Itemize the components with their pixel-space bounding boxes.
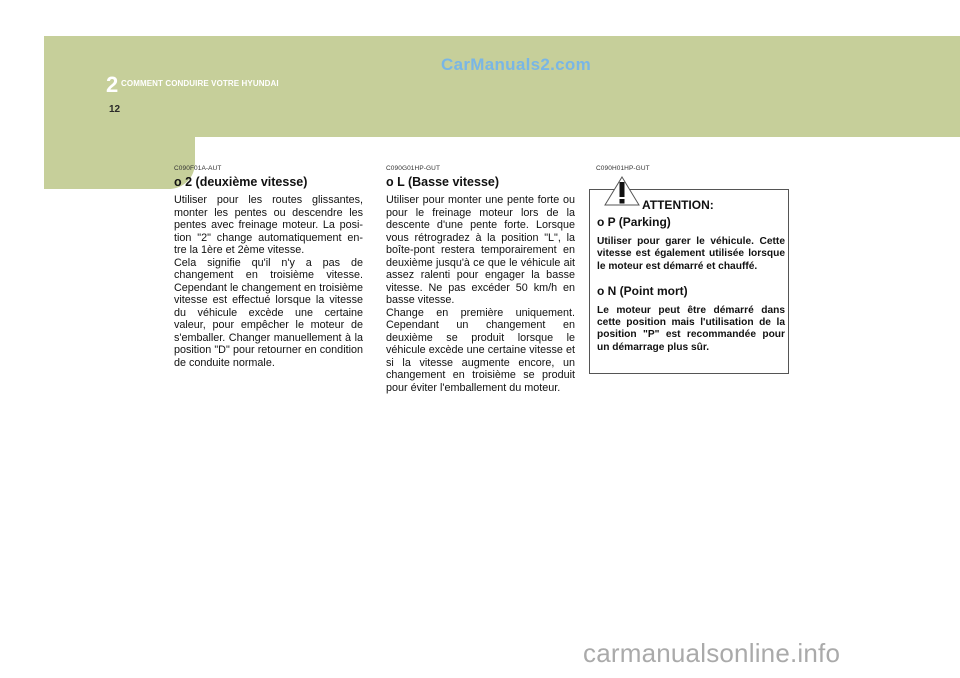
chapter-title: COMMENT CONDUIRE VOTRE HYUNDAI (121, 79, 279, 88)
chapter-number: 2 (106, 72, 119, 97)
paragraph: Utiliser pour monter une pente forte ou pour le freinage moteur lors de la descente d'une pente forte. Lorsque vous rétrogradez à la position "L", la boîte-pont restera temporairement en deuxième jusqu'à ce que le véhicule ait assez ralenti pour engager la basse vitesse. Ne pas excéder 50 km/h en basse vitesse. (386, 194, 575, 307)
section-heading: o L (Basse vitesse) (386, 175, 500, 189)
column-2nd-gear (174, 165, 363, 369)
section-code: C090F01A-AUT (174, 165, 222, 172)
attention-box (589, 189, 789, 374)
paragraph: Utiliser pour les routes glissantes, monter les pentes ou descendre les pentes avec freinage moteur. La posi-tion "2" change automatiquement en-tre la 1ère et 2ème vitesse. (174, 194, 363, 257)
attention-text-parking: Utiliser pour garer le véhicule. Cette vitesse est également utilisée lorsque le moteur est démarré et chauffé. (597, 236, 785, 272)
warning-triangle-icon (604, 176, 640, 206)
attention-heading-parking: o P (Parking) (597, 215, 671, 229)
section-code: C090H01HP-GUT (596, 165, 650, 172)
page-number: 12 (109, 104, 121, 115)
page-tab (44, 137, 171, 189)
attention-content (597, 215, 785, 365)
footer-watermark[interactable]: carmanualsonline.info (583, 638, 841, 668)
attention-text-neutral: Le moteur peut être démarré dans cette position mais l'utilisation de la position "P" est recommandée pour un démarrage plus sûr. (597, 304, 785, 353)
header-watermark[interactable]: CarManuals2.com (441, 55, 591, 74)
attention-title: ATTENTION: (642, 198, 714, 212)
paragraph: Change en première uniquement. Cependant un changement en deuxième se produit lorsque le véhicule excède une certaine vitesse et si la vitesse augmente encore, un changement en troisième se produit pour éviter l'emballement du moteur. (386, 306, 575, 394)
column-low-gear (386, 165, 575, 394)
paragraph: Cela signifie qu'il n'y a pas de changement en troisième vitesse. Cependant le changement en troisième vitesse est effectué lorsque la vitesse du véhicule excède une certaine valeur, pour empêcher le moteur de s'emballer. Changer manuellement à la position "D" pour retourner en condition de conduite normale. (174, 256, 363, 369)
section-body (386, 194, 575, 394)
section-body (174, 194, 363, 369)
section-code: C090G01HP-GUT (386, 165, 441, 172)
section-heading: o 2 (deuxième vitesse) (174, 175, 308, 189)
attention-heading-neutral: o N (Point mort) (597, 283, 688, 298)
